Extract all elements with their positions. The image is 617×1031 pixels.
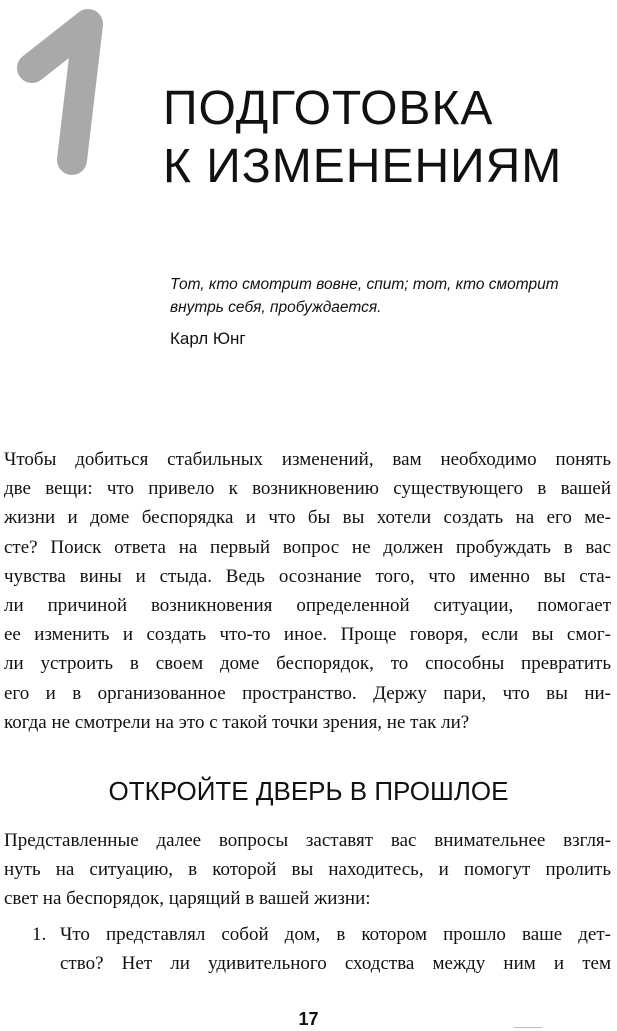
epigraph	[170, 274, 590, 350]
paragraph-line: его и в организованное пространство. Держу пари, что вы ни-	[4, 682, 611, 704]
chapter-title-line-1: ПОДГОТОВКА	[163, 82, 494, 135]
paragraph-line: когда не смотрели на это с такой точки зрения, не так ли?	[4, 711, 470, 733]
paragraph-line: сте? Поиск ответа на первый вопрос не должен пробуждать в вас	[4, 536, 611, 558]
paragraph-line: свет на беспорядок, царящий в вашей жизни:	[4, 888, 371, 910]
chapter-number-glyph	[32, 24, 88, 160]
chapter-title-line-2: К ИЗМЕНЕНИЯМ	[163, 140, 563, 193]
chapter-title	[163, 80, 562, 196]
paragraph-line: чувства вины и стыда. Ведь осознание того, что именно вы ста-	[4, 565, 611, 587]
chapter-number	[4, 0, 124, 200]
list-item-line: Что представлял собой дом, в котором прошло ваше дет-	[60, 924, 611, 945]
paragraph-line: ее изменить и создать что-то иное. Проще говоря, если вы смог-	[4, 624, 611, 646]
epigraph-quote	[170, 274, 590, 319]
paragraph-line: нуть на ситуацию, в которой вы находитесь, и помогут пролить	[4, 859, 611, 881]
paragraph-questions-intro	[4, 826, 611, 914]
epigraph-line-2: внутрь себя, пробуждается.	[170, 298, 382, 316]
list-item-line: ство? Нет ли удивительного сходства между ним и тем	[60, 953, 611, 975]
section-heading: ОТКРОЙТЕ ДВЕРЬ В ПРОШЛОЕ	[108, 776, 509, 806]
paragraph-line: две вещи: что привело к возникновению существующего в вашей	[4, 478, 611, 500]
list-item-number: 1.	[32, 924, 47, 945]
paragraph-line: Чтобы добиться стабильных изменений, вам необходимо понять	[4, 449, 611, 470]
numbered-list	[4, 920, 611, 978]
paragraph-line: ли причиной возникновения определенной ситуации, помогает	[4, 595, 611, 617]
paragraph-line: ли устроить в своем доме беспорядок, то способны превратить	[4, 653, 611, 675]
list-item	[4, 920, 611, 978]
corner-rule	[514, 1027, 542, 1028]
page-number: 17	[298, 1009, 319, 1029]
paragraph-line: жизни и доме беспорядка и что бы вы хотели создать на его ме-	[4, 507, 611, 529]
epigraph-author: Карл Юнг	[170, 329, 246, 348]
paragraph-line: Представленные далее вопросы заставят вас внимательнее взгля-	[4, 830, 611, 851]
epigraph-line-1: Тот, кто смотрит вовне, спит; тот, кто смотрит	[170, 276, 559, 293]
paragraph-intro	[4, 445, 611, 737]
